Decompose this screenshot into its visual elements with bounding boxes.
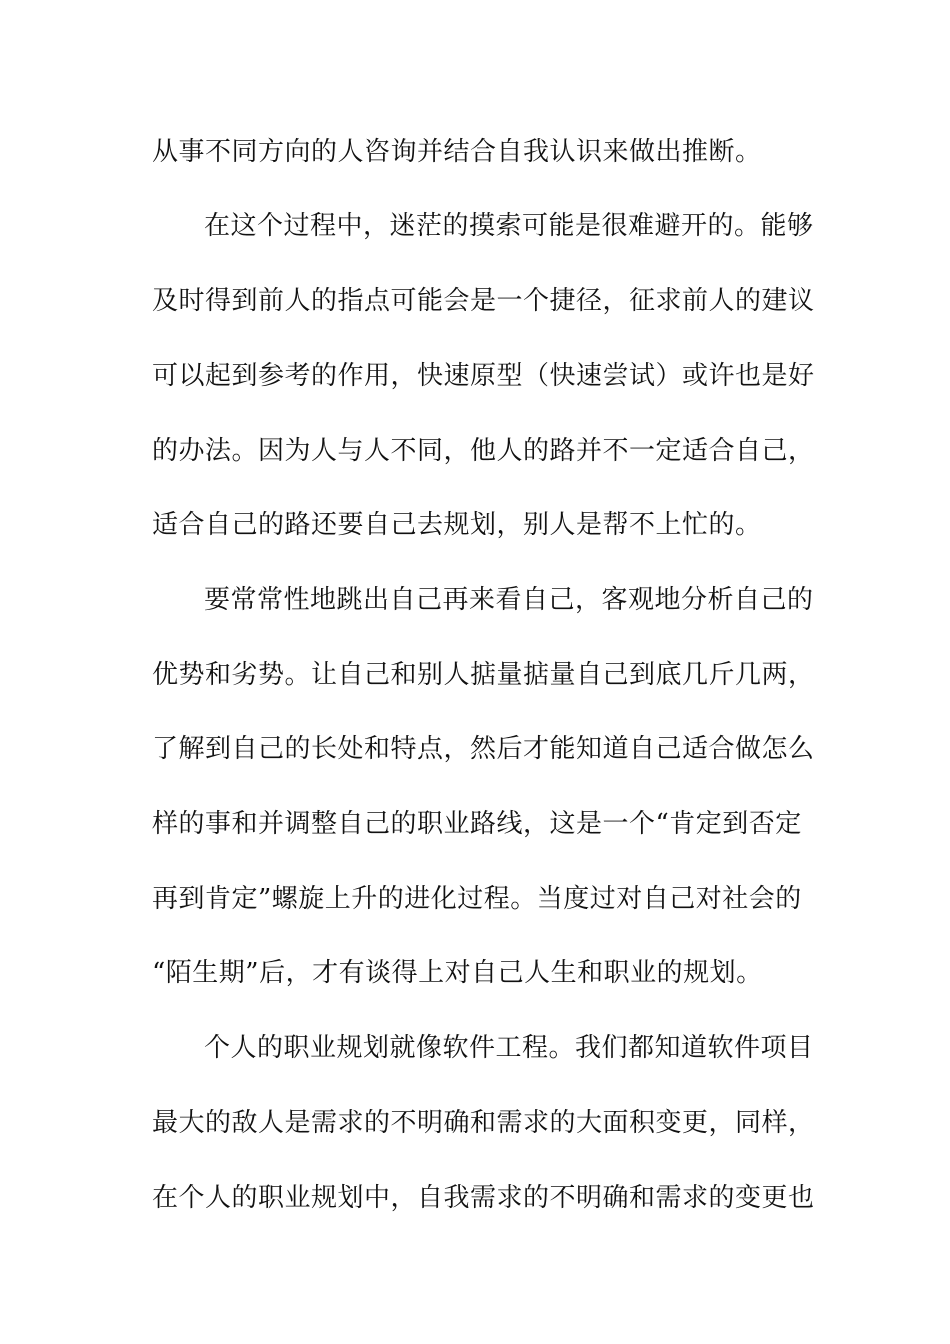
text-line: 及时得到前人的指点可能会是一个捷径，征求前人的建议	[152, 286, 815, 316]
text-line: 样的事和并调整自己的职业路线，这是一个“肯定到否定	[152, 809, 802, 839]
text-line: 优势和劣势。让自己和别人掂量掂量自己到底几斤几两，	[152, 660, 815, 690]
text-line: 最大的敌人是需求的不明确和需求的大面积变更，同样，	[152, 1108, 815, 1138]
text-line: 个人的职业规划就像软件工程。我们都知道软件项目	[204, 1033, 814, 1063]
text-line: 要常常性地跳出自己再来看自己，客观地分析自己的	[204, 585, 814, 615]
text-line: 适合自己的路还要自己去规划，别人是帮不上忙的。	[152, 510, 762, 540]
text-line: 可以起到参考的作用，快速原型（快速尝试）或许也是好	[152, 361, 815, 391]
text-line: 在个人的职业规划中，自我需求的不明确和需求的变更也	[152, 1183, 815, 1213]
text-line: “陌生期”后，才有谈得上对自己人生和职业的规划。	[152, 958, 763, 988]
text-line: 了解到自己的长处和特点，然后才能知道自己适合做怎么	[152, 734, 815, 764]
text-line: 的办法。因为人与人不同，他人的路并不一定适合自己，	[152, 436, 815, 466]
text-line: 在这个过程中，迷茫的摸索可能是很难避开的。能够	[204, 211, 814, 241]
text-line: 从事不同方向的人咨询并结合自我认识来做出推断。	[152, 137, 762, 167]
text-line: 再到肯定”螺旋上升的进化过程。当度过对自己对社会的	[152, 884, 802, 914]
